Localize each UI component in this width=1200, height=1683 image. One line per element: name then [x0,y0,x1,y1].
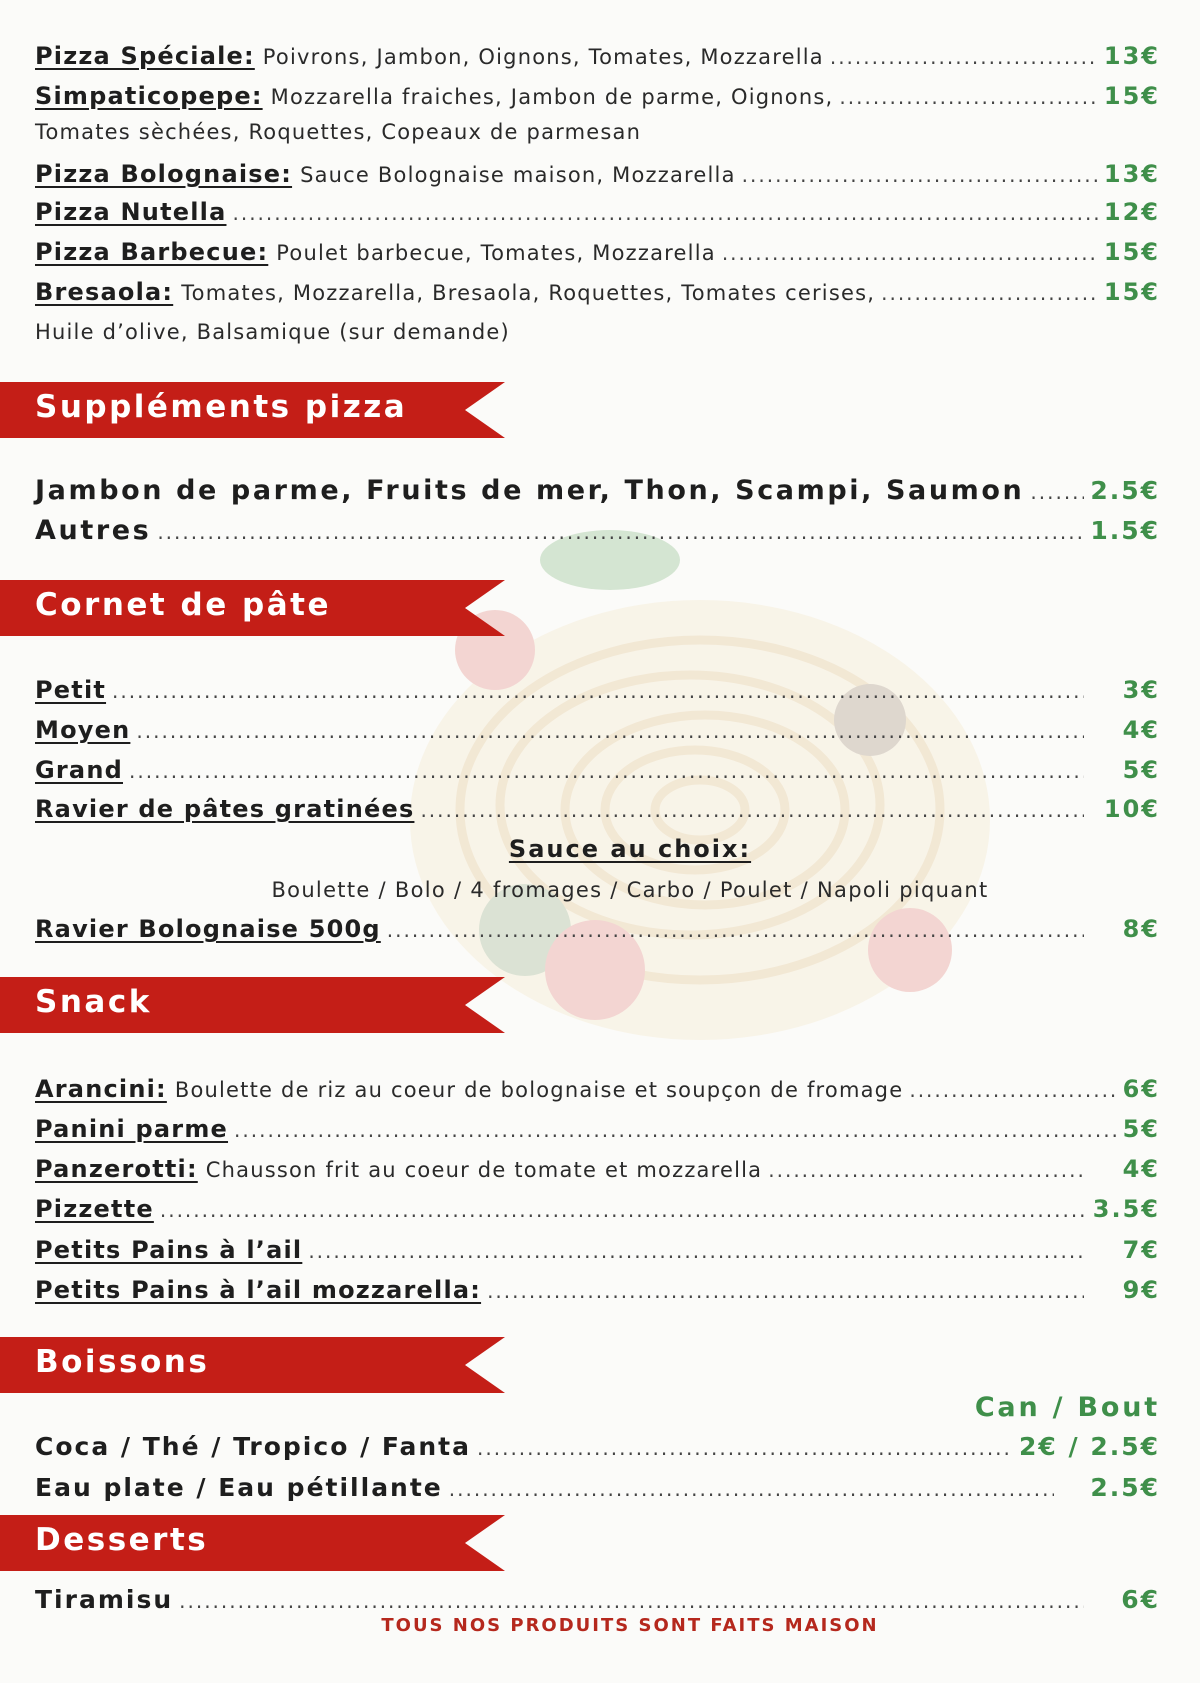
item-price: 4€ [1122,716,1160,744]
item-price: 13€ [1103,160,1160,188]
item-price: 6€ [1121,1585,1160,1614]
item-name: Petit [35,676,107,704]
leader-dots [839,85,1098,109]
section-title: Cornet de pâte [35,587,332,623]
item-price: 8€ [1122,915,1160,943]
item-price: 5€ [1122,1115,1160,1143]
menu-item [35,1075,1160,1103]
section-title: Desserts [35,1522,209,1558]
item-description-continued: Huile d’olive, Balsamique (sur demande) [35,320,510,344]
item-name: Pizza Nutella [35,198,227,226]
menu-item [35,82,1160,110]
section-title: Snack [35,984,152,1020]
item-name: Petits Pains à l’ail [35,1236,303,1264]
leader-dots [232,201,1097,225]
footer-note: TOUS NOS PRODUITS SONT FAITS MAISON [381,1615,879,1636]
item-description: Poivrons, Jambon, Oignons, Tomates, Mozzarella [262,45,824,69]
leader-dots [487,1279,1084,1303]
item-name: Panzerotti: [35,1155,198,1183]
item-price: 12€ [1103,198,1160,226]
item-name: Panini parme [35,1115,229,1143]
item-description: Boulette de riz au coeur de bolognaise et soupçon de fromage [174,1078,904,1102]
item-name: Moyen [35,716,131,744]
section-title: Boissons [35,1344,210,1380]
item-name: Pizzette [35,1195,154,1223]
menu-item [35,756,1160,784]
leader-dots [308,1239,1084,1263]
menu-item [35,1195,1160,1223]
section-banner [0,1335,505,1395]
menu-item [35,1473,1160,1502]
menu-item [35,278,1160,306]
item-name: Ravier de pâtes gratinées [35,795,415,823]
menu-item [35,1432,1160,1461]
leader-dots [449,1477,1054,1501]
item-name: Tiramisu [35,1585,174,1614]
menu-item [35,1115,1160,1143]
item-name: Bresaola: [35,278,174,306]
leader-dots [112,679,1084,703]
leader-dots [136,719,1084,743]
item-description: Sauce Bolognaise maison, Mozzarella [300,163,736,187]
menu-item [35,676,1160,704]
item-name: Coca / Thé / Tropico / Fanta [35,1432,472,1461]
item-description: Mozzarella fraiches, Jambon de parme, Oignons, [270,85,834,109]
menu-item [35,1236,1160,1264]
item-price: 3.5€ [1092,1195,1160,1223]
item-price: 15€ [1103,238,1160,266]
menu-item [35,795,1160,823]
menu-item [35,515,1160,546]
menu-item [35,42,1160,70]
leader-dots [742,163,1098,187]
item-name: Petits Pains à l’ail mozzarella: [35,1276,482,1304]
section-banner [0,975,505,1035]
menu-item [35,238,1160,266]
sauce-choice-title: Sauce au choix: [508,835,752,863]
item-price: 1.5€ [1090,516,1160,545]
menu-item [35,1276,1160,1304]
item-price: 6€ [1122,1075,1160,1103]
menu-item [35,198,1160,226]
menu-item [35,1155,1160,1183]
leader-dots [157,520,1084,544]
item-name: Arancini: [35,1075,167,1103]
leader-dots [768,1158,1084,1182]
sauce-choice-options: Boulette / Bolo / 4 fromages / Carbo / Poulet / Napoli piquant [271,878,989,902]
item-description: Tomates, Mozzarella, Bresaola, Roquettes, Tomates cerises, [181,281,876,305]
item-description: Poulet barbecue, Tomates, Mozzarella [276,241,716,265]
item-price: 13€ [1103,42,1160,70]
item-name: Pizza Bolognaise: [35,160,293,188]
item-price: 7€ [1122,1236,1160,1264]
item-name: Grand [35,756,123,784]
leader-dots [420,798,1084,822]
leader-dots [909,1078,1116,1102]
leader-dots [881,281,1098,305]
item-price: 2.5€ [1090,1473,1160,1502]
item-name: Simpaticopepe: [35,82,263,110]
menu-item [35,1585,1160,1614]
item-description-continued: Tomates sèchées, Roquettes, Copeaux de parmesan [35,120,642,144]
section-banner [0,578,505,638]
menu-item [35,716,1160,744]
leader-dots [830,45,1098,69]
item-name: Autres [35,515,152,546]
item-price: 15€ [1103,278,1160,306]
item-price: 3€ [1122,676,1160,704]
menu-item [35,475,1160,506]
item-price: 10€ [1103,795,1160,823]
item-price: 15€ [1103,82,1160,110]
leader-dots [179,1589,1084,1613]
section-title: Suppléments pizza [35,389,408,425]
item-price: 9€ [1122,1276,1160,1304]
item-price: 4€ [1122,1155,1160,1183]
item-name: Jambon de parme, Fruits de mer, Thon, Scampi, Saumon [35,475,1025,506]
item-name: Ravier Bolognaise 500g [35,915,381,943]
section-banner [0,1513,505,1573]
item-description: Chausson frit au coeur de tomate et mozzarella [205,1158,763,1182]
leader-dots [477,1436,1013,1460]
leader-dots [1030,480,1084,504]
item-name: Pizza Barbecue: [35,238,269,266]
drink-size-header: Can / Bout [974,1392,1160,1423]
leader-dots [234,1118,1117,1142]
item-price: 5€ [1122,756,1160,784]
menu-item [35,915,1160,943]
item-name: Pizza Spéciale: [35,42,255,70]
item-price: 2€ / 2.5€ [1018,1432,1160,1461]
leader-dots [160,1198,1087,1222]
leader-dots [722,241,1098,265]
item-name: Eau plate / Eau pétillante [35,1473,443,1502]
menu-item [35,160,1160,188]
section-banner [0,380,505,440]
leader-dots [129,759,1084,783]
item-price: 2.5€ [1090,476,1160,505]
leader-dots [387,918,1084,942]
